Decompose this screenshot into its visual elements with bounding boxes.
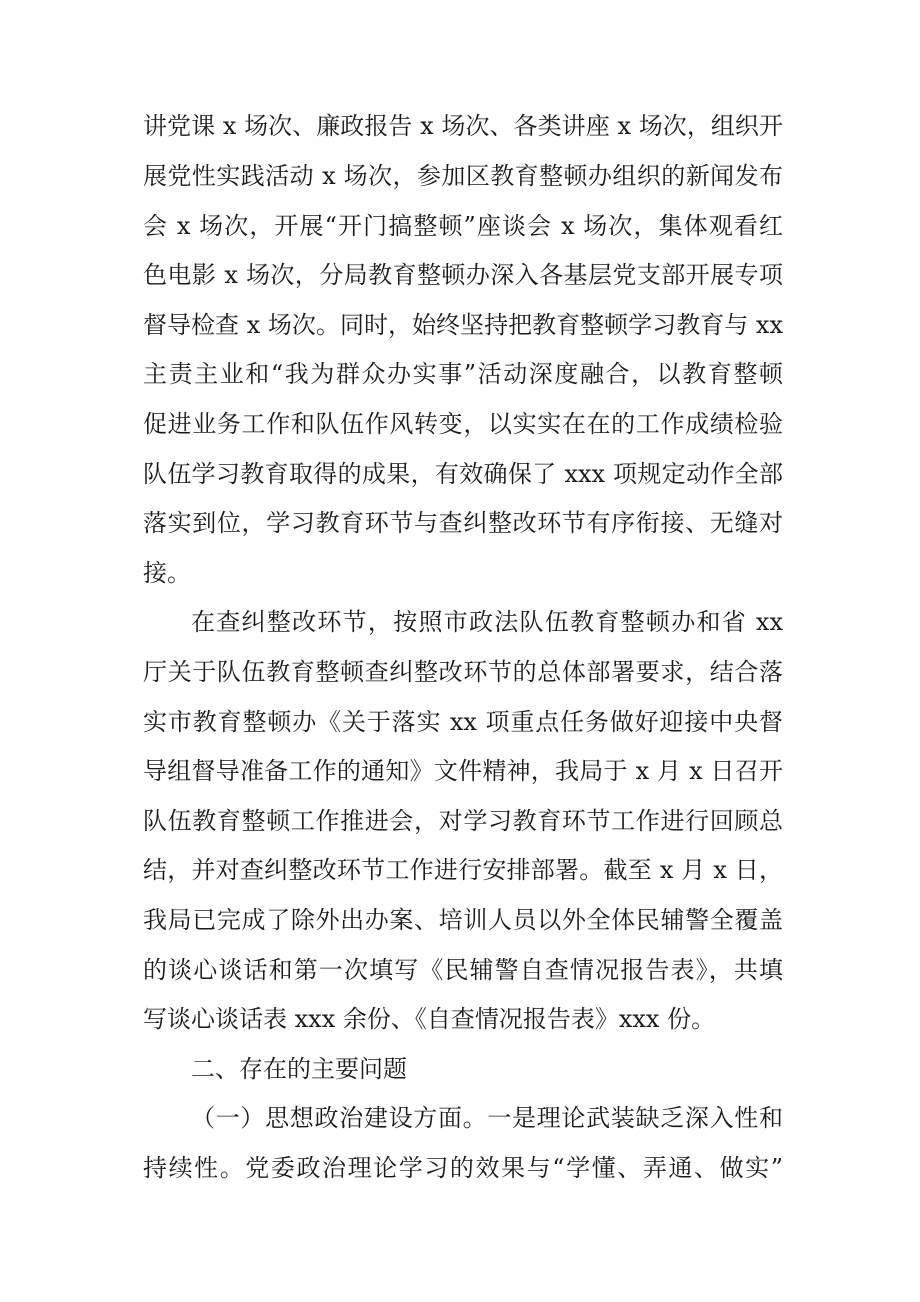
paragraph-line: 落实到位，学习教育环节与查纠整改环节有序衔接、无缝对 xyxy=(143,509,783,537)
section-heading: 二、存在的主要问题 xyxy=(191,1055,407,1083)
paragraph-line: 队伍教育整顿工作推进会，对学习教育环节工作进行回顾总 xyxy=(143,807,783,835)
paragraph-line: 主责主业和“我为群众办实事”活动深度融合，以教育整顿 xyxy=(143,360,783,388)
paragraph-line: 促进业务工作和队伍作风转变，以实实在在的工作成绩检验 xyxy=(143,410,783,438)
paragraph-line: 持续性。党委政治理论学习的效果与“学懂、弄通、做实” xyxy=(143,1154,783,1182)
paragraph-line: 厅关于队伍教育整顿查纠整改环节的总体部署要求，结合落 xyxy=(143,658,783,686)
paragraph-line: 我局已完成了除外出办案、培训人员以外全体民辅警全覆盖 xyxy=(143,906,783,934)
paragraph-line: 展党性实践活动 x 场次，参加区教育整顿办组织的新闻发布 xyxy=(143,162,783,190)
paragraph-line: 结，并对查纠整改环节工作进行安排部署。截至 x 月 x 日， xyxy=(143,856,783,884)
paragraph-line: 写谈心谈话表 xxx 余份、《自查情况报告表》xxx 份。 xyxy=(143,1005,716,1033)
paragraph-line: （一）思想政治建设方面。一是理论武装缺乏深入性和 xyxy=(191,1104,783,1132)
paragraph-line: 导组督导准备工作的通知》文件精神，我局于 x 月 x 日召开 xyxy=(143,757,783,785)
paragraph-line: 队伍学习教育取得的成果，有效确保了 xxx 项规定动作全部 xyxy=(143,460,783,488)
paragraph-line: 督导检查 x 场次。同时，始终坚持把教育整顿学习教育与 xx xyxy=(143,311,783,339)
paragraph-line: 的谈心谈话和第一次填写《民辅警自查情况报告表》，共填 xyxy=(143,956,783,984)
paragraph-line: 会 x 场次，开展“开门搞整顿”座谈会 x 场次，集体观看红 xyxy=(143,212,783,240)
paragraph-line: 讲党课 x 场次、廉政报告 x 场次、各类讲座 x 场次，组织开 xyxy=(143,112,783,140)
paragraph-line: 实市教育整顿办《关于落实 xx 项重点任务做好迎接中央督 xyxy=(143,708,783,736)
paragraph-line: 在查纠整改环节，按照市政法队伍教育整顿办和省 xx xyxy=(191,608,783,636)
paragraph-line: 色电影 x 场次，分局教育整顿办深入各基层党支部开展专项 xyxy=(143,261,783,289)
paragraph-line: 接。 xyxy=(143,559,191,587)
